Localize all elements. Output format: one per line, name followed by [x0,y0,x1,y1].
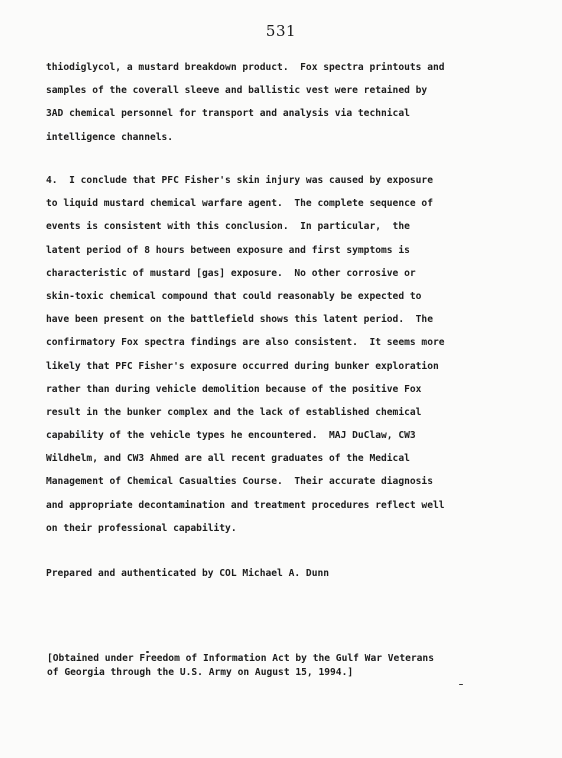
source-footnote [47,652,537,680]
text-line: have been present on the battlefield shows this latent period. The [46,314,433,326]
text-line: Prepared and authenticated by COL Michael A. Dunn [46,568,330,579]
text-line: confirmatory Fox spectra findings are also consistent. It seems more [46,337,445,349]
text-line: to liquid mustard chemical warfare agent. The complete sequence of [46,198,433,210]
text-line: characteristic of mustard [gas] exposure. No other corrosive or [46,267,416,279]
text-line: thiodiglycol, a mustard breakdown product. Fox spectra printouts and [46,62,445,73]
text-line: Management of Chemical Casualties Course. Their accurate diagnosis [46,476,433,488]
text-line: result in the bunker complex and the lack of established chemical [46,406,422,418]
text-line: capability of the vehicle types he encountered. MAJ DuClaw, CW3 [46,430,416,442]
paragraph-conclusion [46,169,536,540]
text-line: rather than during vehicle demolition because of the positive Fox [46,383,422,395]
text-line: events is consistent with this conclusion. In particular, the [46,221,410,233]
text-line: latent period of 8 hours between exposure and first symptoms is [46,244,410,256]
page-number: 531 [265,22,297,40]
scan-speck [459,684,463,685]
text-line: intelligence channels. [46,131,174,143]
text-line: samples of the coverall sleeve and ballistic vest were retained by [46,85,428,97]
text-line: [Obtained under Freedom of Information Act by the Gulf War Veterans [47,653,434,664]
paragraph-continuation [46,56,536,149]
text-line: 4. I conclude that PFC Fisher's skin injury was caused by exposure [46,175,433,186]
text-line: skin-toxic chemical compound that could reasonably be expected to [46,290,422,302]
text-line: 3AD chemical personnel for transport and analysis via technical [46,108,410,120]
text-line: and appropriate decontamination and treatment procedures reflect well [46,499,445,511]
prepared-by-line [46,562,536,585]
text-line: of Georgia through the U.S. Army on August 15, 1994.] [47,667,354,678]
text-line: Wildhelm, and CW3 Ahmed are all recent graduates of the Medical [46,453,410,465]
text-line: on their professional capability. [46,522,237,534]
text-line: likely that PFC Fisher's exposure occurred during bunker exploration [46,360,439,372]
